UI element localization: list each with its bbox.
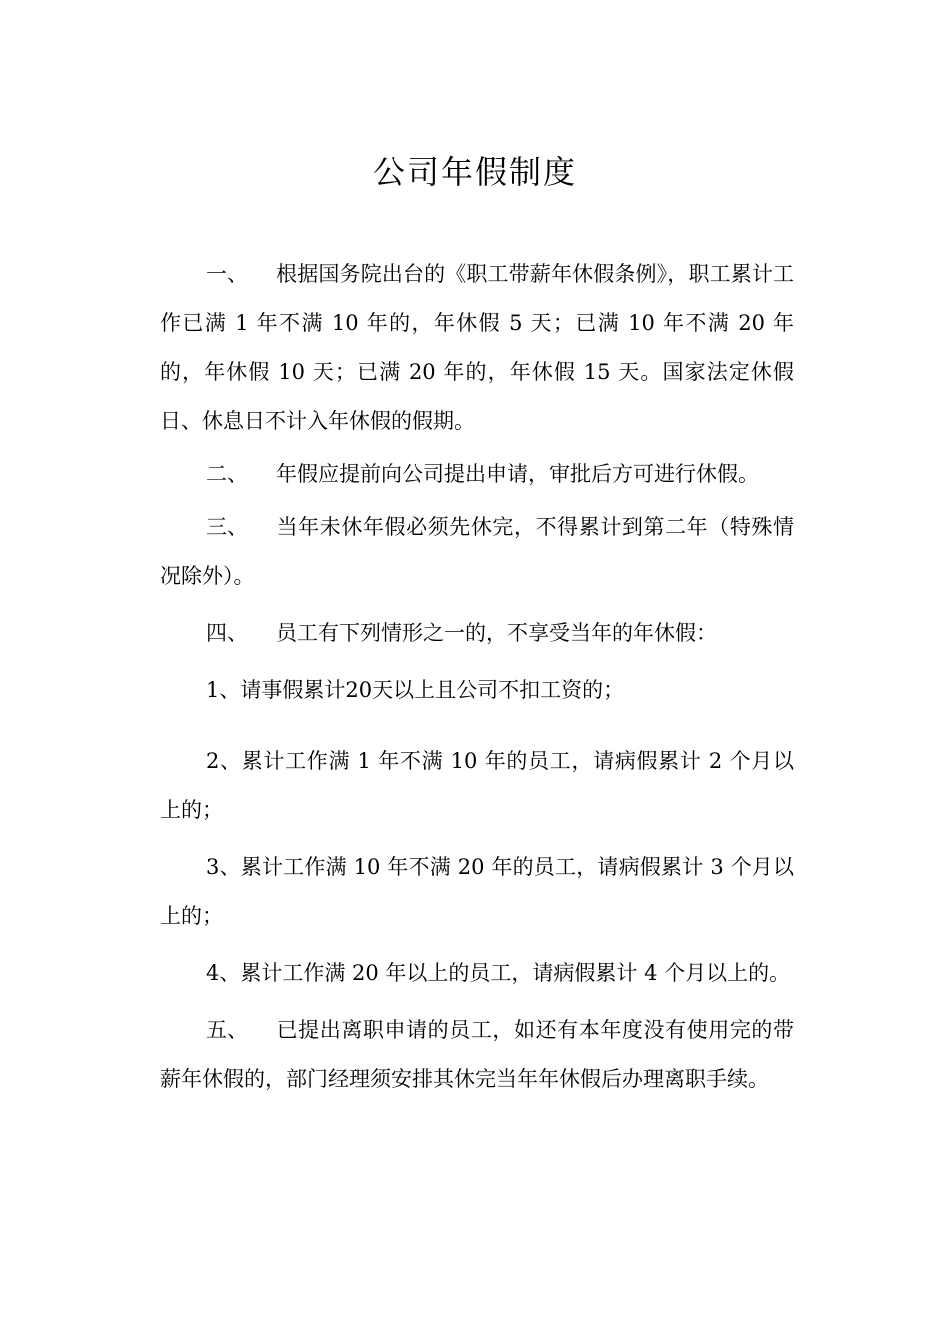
section-5 bbox=[160, 1006, 794, 1104]
document-body bbox=[160, 250, 794, 1104]
section-number: 一、 bbox=[206, 262, 248, 286]
section-4 bbox=[160, 609, 794, 658]
condition-item-1: 1、请事假累计20天以上且公司不扣工资的； bbox=[206, 678, 625, 702]
section-number: 五、 bbox=[206, 1018, 248, 1042]
section-text: 根据国务院出台的《职工带薪年休假条例》，职工累计工作已满 1 年不满 10 年的，年休假 5 天；已满 10 年不满 20 年的，年休假 10 天；已满 20 年的，年休假 15 天。国家法定休假日、休息日不计入年休假的假期。 bbox=[160, 262, 794, 433]
section-number: 二、 bbox=[206, 462, 248, 486]
section-1 bbox=[160, 250, 794, 446]
section-3 bbox=[160, 503, 794, 601]
condition-item-3: 3、累计工作满 10 年不满 20 年的员工，请病假累计 3 个月以上的； bbox=[160, 855, 794, 928]
section-text: 员工有下列情形之一的，不享受当年的年休假： bbox=[276, 621, 717, 645]
condition-item-2: 2、累计工作满 1 年不满 10 年的员工，请病假累计 2 个月以上的； bbox=[160, 749, 794, 822]
section-text: 年假应提前向公司提出申请，审批后方可进行休假。 bbox=[276, 462, 759, 486]
section-number: 三、 bbox=[206, 515, 248, 539]
condition-item-4: 4、累计工作满 20 年以上的员工，请病假累计 4 个月以上的。 bbox=[206, 961, 791, 985]
document-title: 公司年假制度 bbox=[372, 153, 577, 191]
section-number: 四、 bbox=[206, 621, 248, 645]
section-2 bbox=[160, 450, 794, 499]
section-text: 已提出离职申请的员工，如还有本年度没有使用完的带薪年休假的，部门经理须安排其休完当年年休假后办理离职手续。 bbox=[160, 1018, 794, 1091]
section-text: 当年未休年假必须先休完，不得累计到第二年（特殊情况除外）。 bbox=[160, 515, 794, 588]
